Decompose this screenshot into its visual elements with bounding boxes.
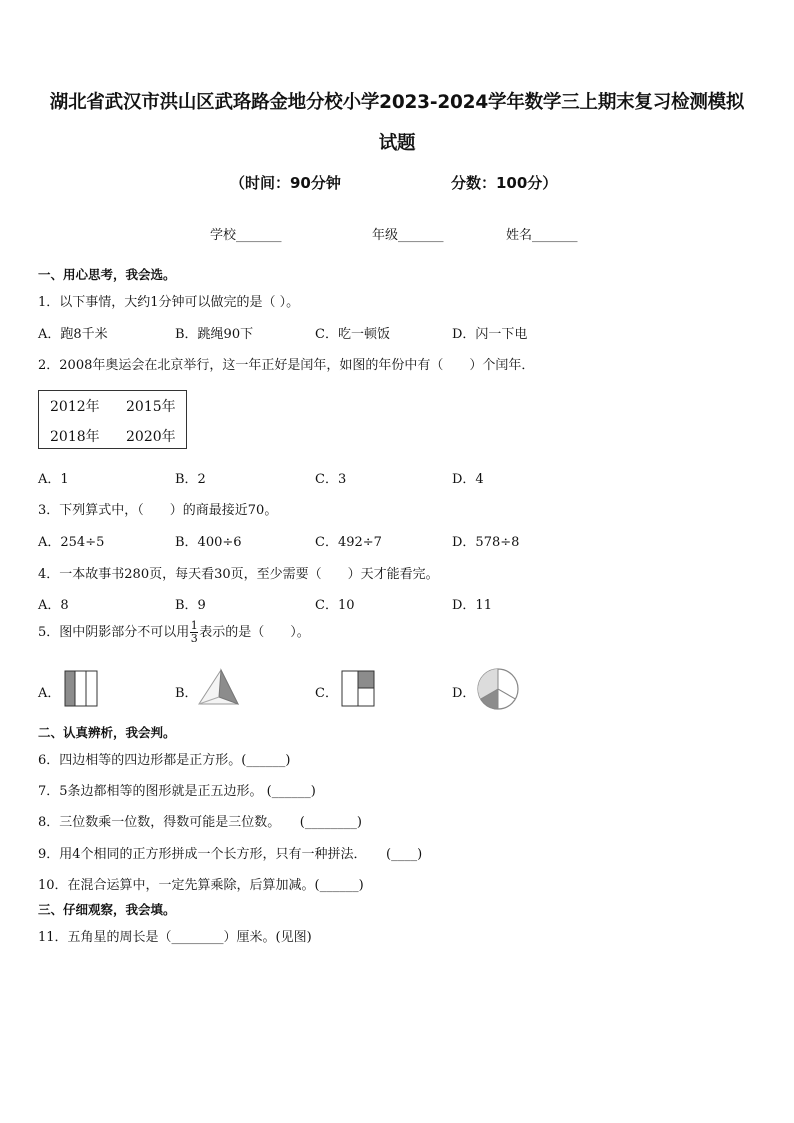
fraction-numerator: 1 <box>190 619 198 632</box>
q2-option-c[interactable]: C．3 <box>315 472 347 487</box>
q4-option-d[interactable]: D．11 <box>452 598 492 613</box>
fraction-denominator: 3 <box>190 632 198 645</box>
question-2: 2．2008年奥运会在北京举行，这一年正好是闰年，如图的年份中有（ ）个闰年． <box>38 358 535 373</box>
fraction-one-third <box>190 620 198 645</box>
shaded-third <box>65 671 75 706</box>
question-8: 8．三位数乘一位数，得数可能是三位数。 (________) <box>38 815 362 830</box>
page-title-line2: 试题 <box>378 133 416 154</box>
question-9: 9．用4个相同的正方形拼成一个长方形，只有一种拼法． (____) <box>38 847 423 862</box>
q1-option-a[interactable]: A．跑8千米 <box>38 327 108 342</box>
q3-option-d[interactable]: D．578÷8 <box>452 535 520 550</box>
year-2020: 2020年 <box>126 429 176 445</box>
q1-option-b[interactable]: B．跳绳90下 <box>175 327 254 342</box>
q2-option-a[interactable]: A．1 <box>38 472 69 487</box>
q4-option-b[interactable]: B．9 <box>175 598 206 613</box>
exam-time: （时间：90分钟 <box>230 174 341 192</box>
q2-option-d[interactable]: D．4 <box>452 472 484 487</box>
rectangle-thirds-figure <box>64 670 100 708</box>
blank-third-1 <box>75 671 86 706</box>
year-2018: 2018年 <box>50 429 100 445</box>
section-1-heading: 一、用心思考，我会选。 <box>38 267 176 282</box>
question-10: 10．在混合运算中，一定先算乘除，后算加减。(______) <box>38 878 364 893</box>
q5-option-d[interactable]: D． <box>452 686 476 701</box>
circle-thirds-figure <box>476 667 520 711</box>
question-7: 7．5条边都相等的图形就是正五边形。 (______) <box>38 784 316 799</box>
grade-field: 年级_______ <box>372 228 444 243</box>
q4-option-a[interactable]: A．8 <box>38 598 69 613</box>
q1-option-c[interactable]: C．吃一顿饭 <box>315 327 390 342</box>
q5-option-b[interactable]: B． <box>175 686 198 701</box>
q2-option-b[interactable]: B．2 <box>175 472 206 487</box>
school-field: 学校_______ <box>210 228 282 243</box>
question-5 <box>38 620 310 645</box>
question-6: 6．四边相等的四边形都是正方形。(______) <box>38 753 291 768</box>
q5-text-after: 表示的是（ ）。 <box>199 625 310 640</box>
exam-score: 分数：100分） <box>451 174 558 192</box>
blank-third-2 <box>86 671 97 706</box>
year-box <box>38 390 187 449</box>
section-2-heading: 二、认真辨析，我会判。 <box>38 725 176 740</box>
q5-text-before: 5．图中阴影部分不可以用 <box>38 625 190 640</box>
q5-option-a[interactable]: A． <box>38 686 61 701</box>
question-3: 3．下列算式中，（ ）的商最接近70。 <box>38 503 278 518</box>
name-field: 姓名_______ <box>506 228 578 243</box>
square-quarters-figure <box>341 670 377 708</box>
q5-option-c[interactable]: C． <box>315 686 338 701</box>
q3-option-a[interactable]: A．254÷5 <box>38 535 105 550</box>
q1-option-d[interactable]: D．闪一下电 <box>452 327 528 342</box>
question-1: 1．以下事情，大约1分钟可以做完的是（ ）。 <box>38 295 300 310</box>
shaded-quarter <box>358 671 374 688</box>
question-4: 4．一本故事书280页，每天看30页，至少需要（ ）天才能看完。 <box>38 567 439 582</box>
section-3-heading: 三、仔细观察，我会填。 <box>38 902 176 917</box>
year-2012: 2012年 <box>50 399 100 415</box>
q4-option-c[interactable]: C．10 <box>315 598 355 613</box>
year-2015: 2015年 <box>126 399 176 415</box>
page-title: 湖北省武汉市洪山区武珞路金地分校小学2023-2024学年数学三上期末复习检测模拟 <box>49 92 745 113</box>
question-11: 11．五角星的周长是（________）厘米。(见图) <box>38 930 312 945</box>
triangle-figure <box>197 668 241 708</box>
q3-option-b[interactable]: B．400÷6 <box>175 535 242 550</box>
q3-option-c[interactable]: C．492÷7 <box>315 535 382 550</box>
